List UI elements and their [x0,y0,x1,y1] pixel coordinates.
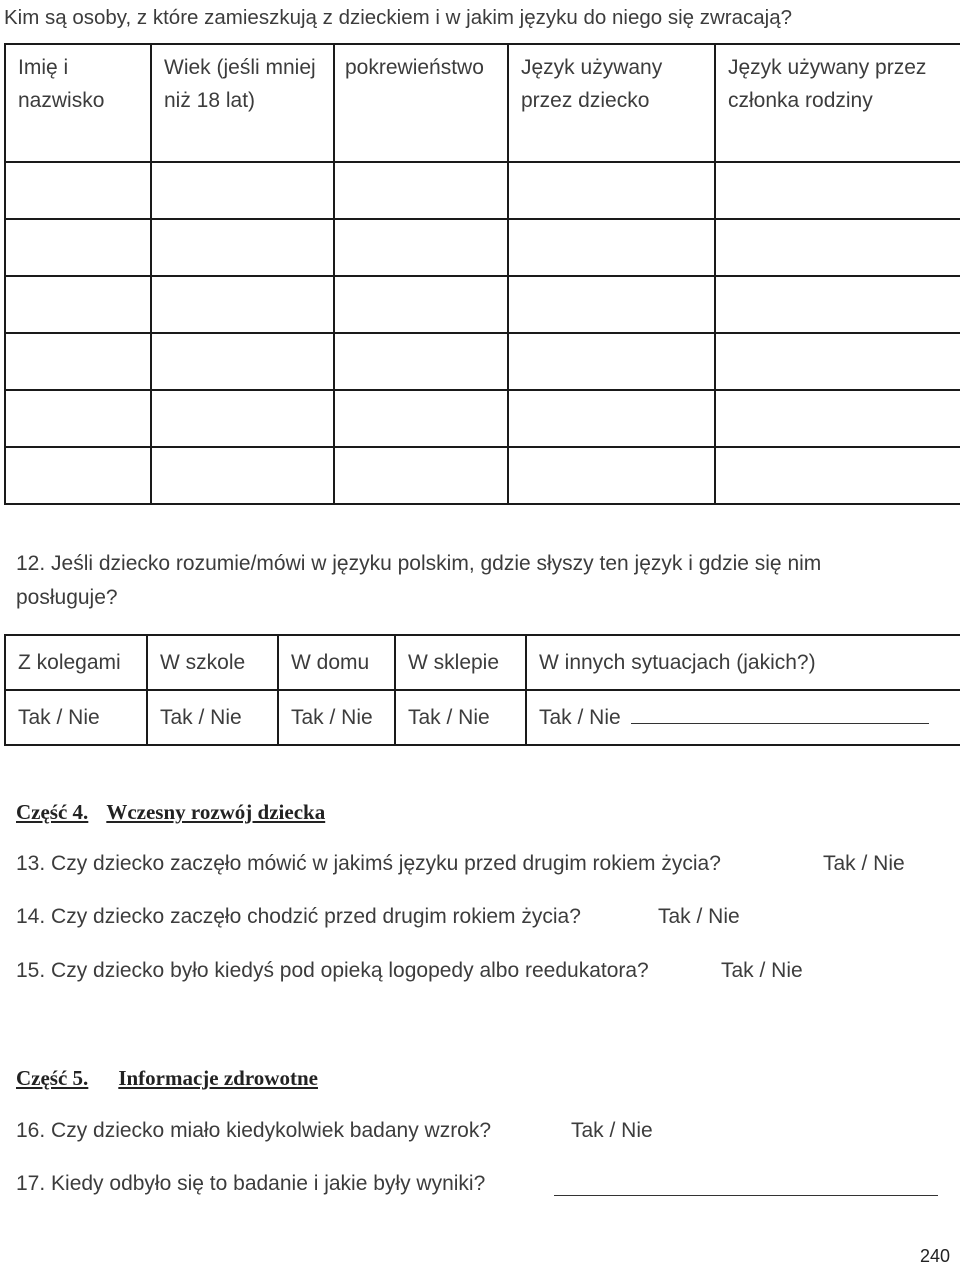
family-language-cell[interactable] [715,390,960,447]
table-row [5,219,960,276]
question-12-line1: 12. Jeśli dziecko rozumie/mówi w języku polskim, gdzie słyszy ten język i gdzie się nim [16,552,822,575]
question-17-answer-line[interactable] [554,1195,938,1196]
child-language-cell[interactable] [508,276,715,333]
age-cell[interactable] [151,333,334,390]
relationship-cell[interactable] [334,162,508,219]
relationship-cell[interactable] [334,333,508,390]
name-cell[interactable] [5,447,151,504]
child-language-cell[interactable] [508,162,715,219]
family-language-cell[interactable] [715,276,960,333]
header-name: Imię i nazwisko [5,44,151,162]
header-at-home: W domu [278,635,395,690]
name-cell[interactable] [5,219,151,276]
other-situations-blank[interactable] [631,709,929,724]
header-at-school: W szkole [147,635,278,690]
relationship-cell[interactable] [334,219,508,276]
relationship-cell[interactable] [334,390,508,447]
header-with-friends: Z kolegami [5,635,147,690]
table-row [5,333,960,390]
question-13-answer[interactable]: Tak / Nie [823,852,905,875]
header-other-situations: W innych sytuacjach (jakich?) [526,635,960,690]
family-language-cell[interactable] [715,333,960,390]
part-5-heading [16,1066,318,1091]
age-cell[interactable] [151,219,334,276]
part-4-heading [16,800,325,825]
question-13: 13. Czy dziecko zaczęło mówić w jakimś języku przed drugim rokiem życia? [16,852,721,875]
header-age: Wiek (jeśli mniej niż 18 lat) [151,44,334,162]
places-answer-row [5,690,960,745]
name-cell[interactable] [5,276,151,333]
question-12-line2: posługuje? [16,586,118,609]
answer-with-friends[interactable]: Tak / Nie [5,690,147,745]
child-language-cell[interactable] [508,390,715,447]
page-number: 240 [919,1246,950,1266]
child-language-cell[interactable] [508,333,715,390]
part-4-title: Wczesny rozwój dziecka [106,800,326,824]
question-16: 16. Czy dziecko miało kiedykolwiek badany wzrok? [16,1119,492,1142]
family-language-cell[interactable] [715,219,960,276]
age-cell[interactable] [151,162,334,219]
table-row [5,390,960,447]
age-cell[interactable] [151,447,334,504]
name-cell[interactable] [5,333,151,390]
header-child-language: Język używany przez dziecko [508,44,715,162]
table-row [5,276,960,333]
part-5-number: Część 5. [16,1066,89,1090]
question-16-answer[interactable]: Tak / Nie [571,1119,653,1142]
question-15: 15. Czy dziecko było kiedyś pod opieką logopedy albo reedukatora? [16,959,649,982]
question-17: 17. Kiedy odbyło się to badanie i jakie były wyniki? [16,1172,486,1195]
language-places-table [4,634,960,746]
question-14-answer[interactable]: Tak / Nie [658,905,740,928]
age-cell[interactable] [151,390,334,447]
answer-other-situations-cell [526,690,960,745]
name-cell[interactable] [5,162,151,219]
answer-in-shop[interactable]: Tak / Nie [395,690,526,745]
family-language-cell[interactable] [715,447,960,504]
header-family-language: Język używany przez członka rodziny [715,44,960,162]
part-5-title: Informacje zdrowotne [118,1066,318,1090]
question-14: 14. Czy dziecko zaczęło chodzić przed drugim rokiem życia? [16,905,581,928]
child-language-cell[interactable] [508,447,715,504]
answer-at-school[interactable]: Tak / Nie [147,690,278,745]
question-15-answer[interactable]: Tak / Nie [721,959,803,982]
family-language-cell[interactable] [715,162,960,219]
family-table [4,43,960,505]
table-row [5,447,960,504]
relationship-cell[interactable] [334,447,508,504]
answer-at-home[interactable]: Tak / Nie [278,690,395,745]
header-in-shop: W sklepie [395,635,526,690]
table-row [5,162,960,219]
child-language-cell[interactable] [508,219,715,276]
header-relationship: pokrewieństwo [334,44,508,162]
intro-question: Kim są osoby, z które zamieszkują z dzieckiem i w jakim języku do niego się zwracają? [4,6,793,29]
places-header-row [5,635,960,690]
age-cell[interactable] [151,276,334,333]
relationship-cell[interactable] [334,276,508,333]
answer-other-situations[interactable]: Tak / Nie [539,705,621,729]
family-table-header-row [5,44,960,162]
name-cell[interactable] [5,390,151,447]
part-4-number: Część 4. [16,800,89,824]
